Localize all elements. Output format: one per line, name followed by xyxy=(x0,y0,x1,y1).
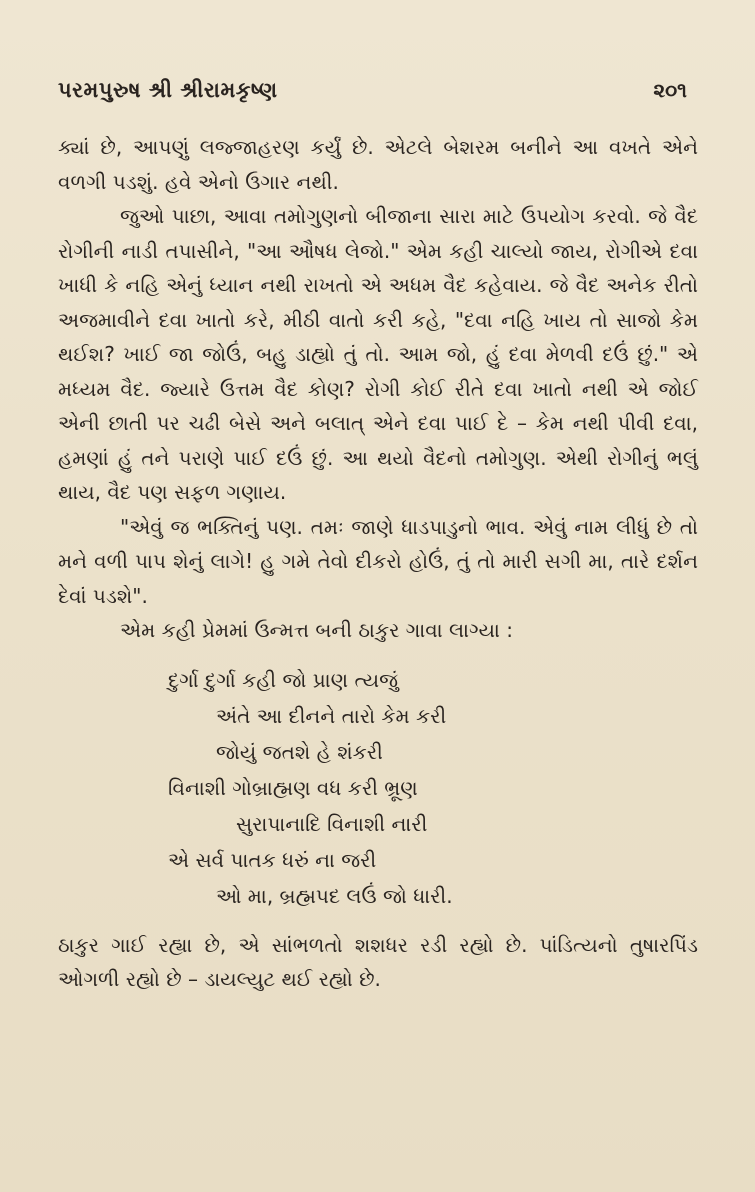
page-number: ૨૦૧ xyxy=(653,78,687,102)
poem xyxy=(58,662,698,914)
page-body xyxy=(58,130,698,997)
poem-line: અંતે આ દીનને તારો કેમ કરી xyxy=(216,703,447,728)
poem-line: વિનાશી ગોબ્રાહ્મણ વધ કરી ભ્રૂણ xyxy=(168,775,418,800)
closing-paragraph: ઠાકુર ગાઈ રહ્યા છે, એ સાંભળતો શશધર રડી રહ્યો છે. પાંડિત્યનો તુષારપિંડ ઓગળી રહ્યો છે – ડાયલ્યુટ થઈ રહ્યો છે. xyxy=(58,932,698,991)
poem-line: એ સર્વ પાતક ધરું ના જરી xyxy=(168,847,377,872)
running-title: પરમપુરુષ શ્રી શ્રીરામકૃષ્ણ xyxy=(58,78,278,102)
paragraph-3: "એવું જ ભક્તિનું પણ. તમઃ જાણે ધાડપાડુનો ભાવ. એવું નામ લીધું છે તો મને વળી પાપ શેનું લાગે! હુ ગમે તેવો દીકરો હોઉં, તું તો મારી સગી મા, તારે દર્શન દેવાં પડશે". xyxy=(58,514,698,608)
paragraph-4: એમ કહી પ્રેમમાં ઉન્મત્ત બની ઠાકુર ગાવા લાગ્યા : xyxy=(120,618,513,642)
poem-line: જોયું જતશે હે શંકરી xyxy=(216,739,383,764)
poem-line: સુરાપાનાદિ વિનાશી નારી xyxy=(236,811,428,836)
page-header xyxy=(58,78,687,108)
poem-line: દુર્ગા દુર્ગા કહી જો પ્રાણ ત્યજું xyxy=(168,667,399,692)
paragraph-1: ક્યાં છે, આપણું લજ્જાહરણ કર્યું છે. એટલે બેશરમ બનીને આ વખતે એને વળગી પડશું. હવે એનો ઉગાર નથી. xyxy=(58,135,698,194)
poem-line: ઓ મા, બ્રહ્મપદ લઉં જો ધારી. xyxy=(216,883,453,908)
paragraph-2: જુઓ પાછા, આવા તમોગુણનો બીજાના સારા માટે ઉપયોગ કરવો. જે વૈદ રોગીની નાડી તપાસીને, "આ ઔષધ લેજો." એમ કહી ચાલ્યો જાય, રોગીએ દવા ખાધી કે નહિ એનું ધ્યાન નથી રાખતો એ અધમ વૈદ કહેવાય. જે વૈદ અનેક રીતો અજમાવીને દવા ખાતો કરે, મીઠી વાતો કરી કહે, "દવા નહિ ખાય તો સાજો કેમ થઈશ? ખાઈ જા જોઉં, બહુ ડાહ્યો તું તો. આમ જો, હું દવા મેળવી દઉં છું." એ મધ્યમ વૈદ. જ્યારે ઉત્તમ વૈદ કોણ? રોગી કોઈ રીતે દવા ખાતો નથી એ જોઈ એની છાતી પર ચઢી બેસે અને બલાત્ એને દવા પાઈ દે – કેમ નથી પીવી દવા, હમણાં હું તને પરાણે પાઈ દઉં છું. આ થયો વૈદનો તમોગુણ. એથી રોગીનું ભલું થાય, વૈદ પણ સફળ ગણાય. xyxy=(58,204,698,504)
